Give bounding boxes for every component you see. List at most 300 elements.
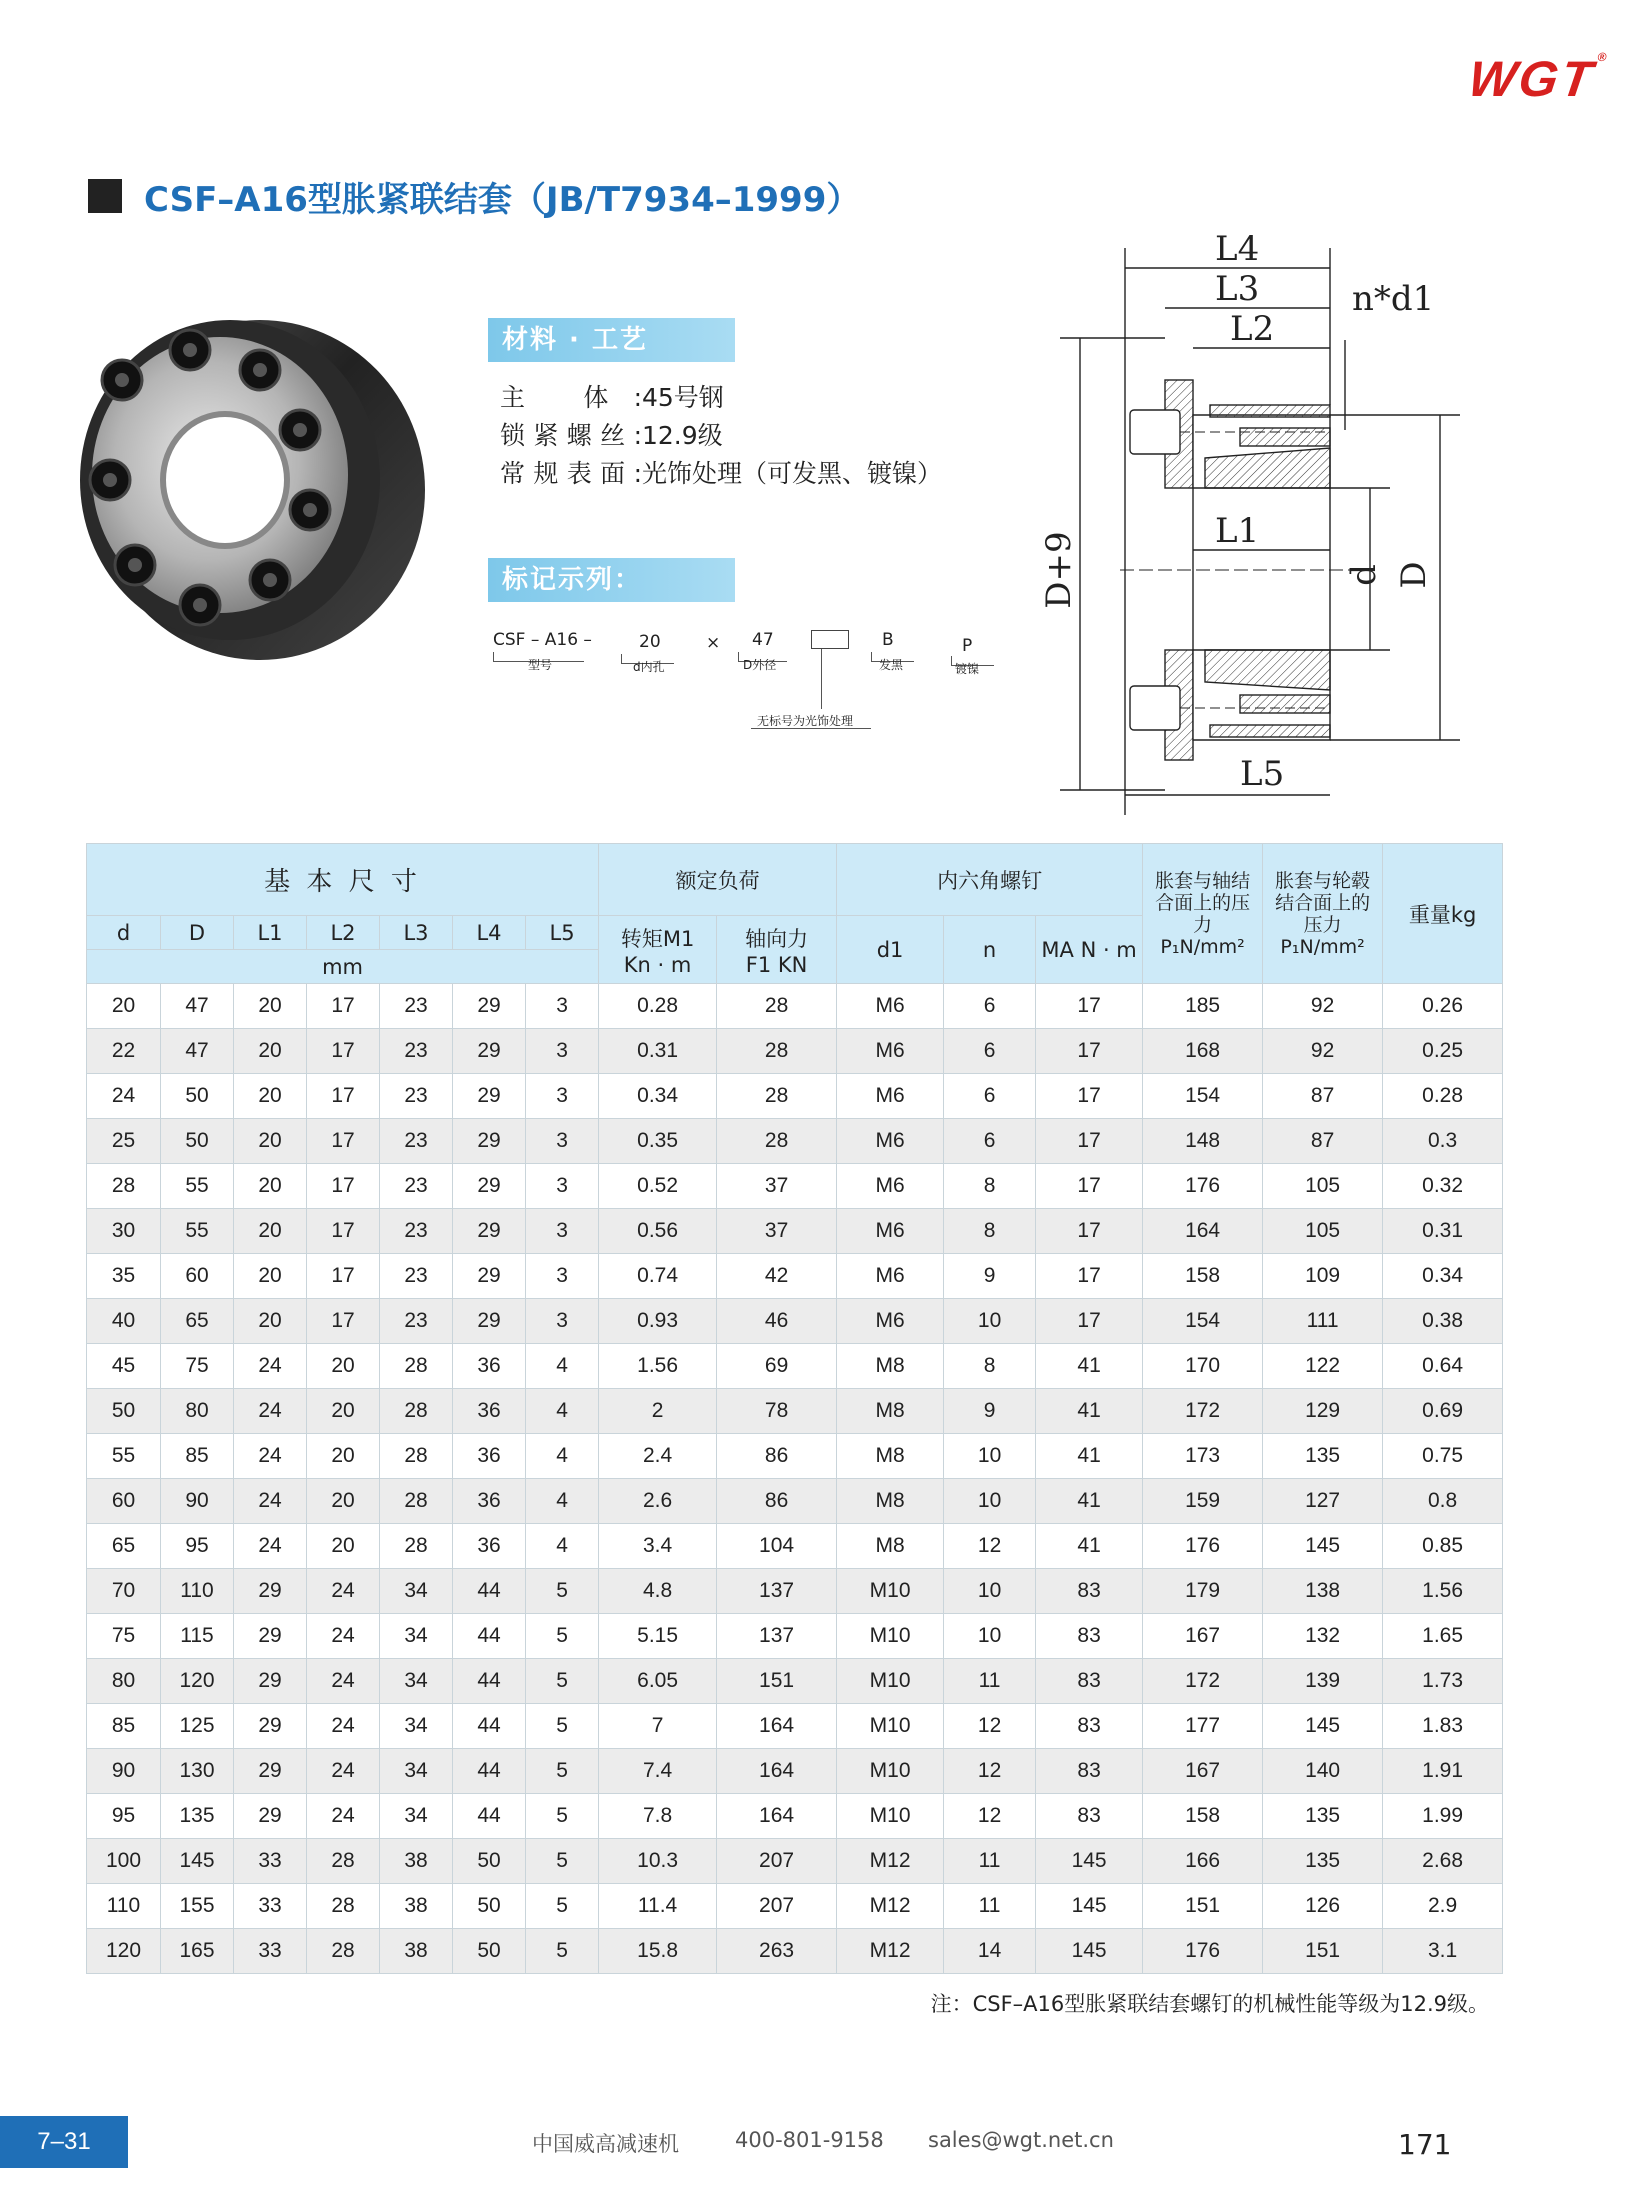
table-cell: 145 [1036,1884,1143,1929]
table-cell: 20 [87,984,161,1029]
table-row [87,1434,1503,1479]
table-cell: 28 [717,1029,837,1074]
table-cell: 11 [944,1884,1036,1929]
table-cell: M6 [837,1299,944,1344]
table-cell: 50 [161,1074,234,1119]
label-D9: D+9 [1039,531,1079,609]
table-row [87,1479,1503,1524]
table-cell: 1.73 [1383,1659,1503,1704]
table-cell: 263 [717,1929,837,1974]
table-cell: 5 [526,1839,599,1884]
table-cell: 24 [87,1074,161,1119]
table-cell: 10 [944,1569,1036,1614]
marking-blank-box [811,630,849,649]
table-cell: 154 [1143,1074,1263,1119]
table-cell: 60 [161,1254,234,1299]
table-cell: 70 [87,1569,161,1614]
table-cell: M10 [837,1614,944,1659]
table-cell: 5 [526,1614,599,1659]
table-row [87,1614,1503,1659]
table-cell: M12 [837,1929,944,1974]
table-cell: 34 [380,1659,453,1704]
table-cell: 38 [380,1839,453,1884]
table-cell: 109 [1263,1254,1383,1299]
table-cell: 3.1 [1383,1929,1503,1974]
table-cell: 55 [161,1209,234,1254]
label-L4: L4 [1215,230,1260,269]
table-cell: 115 [161,1614,234,1659]
table-cell: M6 [837,1029,944,1074]
marking-d-sub: d内孔 [633,660,665,674]
table-cell: 120 [161,1659,234,1704]
table-cell: 1.56 [599,1344,717,1389]
table-cell: M6 [837,1209,944,1254]
marking-box-note: 无标号为光饰处理 [757,714,854,728]
marking-d-value: 20 [639,632,661,652]
table-cell: 159 [1143,1479,1263,1524]
table-cell: 29 [234,1704,307,1749]
table-cell: 5 [526,1569,599,1614]
table-cell: 158 [1143,1794,1263,1839]
table-cell: 3 [526,1074,599,1119]
footer-phone: 400-801-9158 [735,2128,884,2152]
table-cell: 154 [1143,1299,1263,1344]
marking-box-leader [821,649,822,709]
marking-model: CSF – A16 – [493,630,592,650]
table-cell: 24 [234,1344,307,1389]
brand-logo: WGT® [1464,50,1608,107]
table-cell: 17 [307,1164,380,1209]
table-cell: 87 [1263,1119,1383,1164]
table-cell: 0.31 [1383,1209,1503,1254]
table-cell: 24 [307,1704,380,1749]
table-cell: 83 [1036,1794,1143,1839]
table-cell: 9 [944,1254,1036,1299]
table-row [87,1344,1503,1389]
spec-table-body [87,984,1503,1974]
table-cell: 34 [380,1794,453,1839]
table-cell: 3.4 [599,1524,717,1569]
table-cell: 137 [717,1614,837,1659]
table-cell: 34 [380,1749,453,1794]
table-cell: 23 [380,1299,453,1344]
table-cell: 2 [599,1389,717,1434]
table-cell: 24 [234,1434,307,1479]
table-cell: 41 [1036,1479,1143,1524]
marking-P-value: P [962,636,973,656]
table-cell: 22 [87,1029,161,1074]
spec-table [86,843,1503,1974]
table-cell: 135 [1263,1434,1383,1479]
table-cell: 179 [1143,1569,1263,1614]
table-cell: 24 [307,1659,380,1704]
table-cell: 35 [87,1254,161,1299]
table-cell: 20 [307,1389,380,1434]
table-cell: 44 [453,1614,526,1659]
table-cell: 86 [717,1434,837,1479]
table-cell: 24 [307,1749,380,1794]
table-cell: M10 [837,1749,944,1794]
table-cell: 2.4 [599,1434,717,1479]
table-cell: 55 [87,1434,161,1479]
table-cell: 47 [161,984,234,1029]
footer-company: 中国威高减速机 [532,2132,679,2156]
table-cell: 1.65 [1383,1614,1503,1659]
table-cell: 145 [1036,1839,1143,1884]
table-cell: 10 [944,1299,1036,1344]
table-cell: 176 [1143,1929,1263,1974]
table-cell: 12 [944,1794,1036,1839]
table-cell: 10.3 [599,1839,717,1884]
table-cell: 41 [1036,1434,1143,1479]
table-cell: 25 [87,1119,161,1164]
table-cell: 4 [526,1344,599,1389]
table-cell: 137 [717,1569,837,1614]
table-row [87,1794,1503,1839]
header-hex-screw: 内六角螺钉 [837,844,1143,916]
table-cell: 17 [1036,1029,1143,1074]
table-cell: 135 [161,1794,234,1839]
table-cell: 12 [944,1704,1036,1749]
table-cell: 1.83 [1383,1704,1503,1749]
table-cell: M8 [837,1389,944,1434]
table-cell: 33 [234,1839,307,1884]
technical-drawing [1030,230,1550,830]
table-row [87,1119,1503,1164]
table-cell: 4 [526,1479,599,1524]
table-cell: 4 [526,1524,599,1569]
table-cell: 44 [453,1749,526,1794]
table-cell: 28 [307,1929,380,1974]
table-cell: 36 [453,1389,526,1434]
table-cell: 2.9 [1383,1884,1503,1929]
table-cell: 24 [234,1524,307,1569]
label-D: D [1394,561,1434,589]
table-cell: 4.8 [599,1569,717,1614]
marking-example [493,630,1013,740]
table-cell: 8 [944,1344,1036,1389]
col-D: D [161,916,234,950]
table-cell: 3 [526,984,599,1029]
table-cell: 3 [526,1254,599,1299]
table-cell: 6.05 [599,1659,717,1704]
table-cell: M8 [837,1524,944,1569]
table-cell: 23 [380,1029,453,1074]
table-row [87,984,1503,1029]
table-cell: 177 [1143,1704,1263,1749]
table-cell: 148 [1143,1119,1263,1164]
table-cell: 40 [87,1299,161,1344]
table-cell: 6 [944,1029,1036,1074]
table-cell: 5.15 [599,1614,717,1659]
col-d: d [87,916,161,950]
table-cell: 44 [453,1569,526,1614]
table-cell: 126 [1263,1884,1383,1929]
table-cell: 0.85 [1383,1524,1503,1569]
title-square-icon [88,179,122,213]
table-cell: 1.91 [1383,1749,1503,1794]
page-number: 171 [1398,2128,1452,2161]
label-L5: L5 [1240,754,1285,794]
table-cell: 20 [234,1074,307,1119]
table-row [87,1524,1503,1569]
table-cell: M6 [837,984,944,1029]
table-cell: 17 [1036,1299,1143,1344]
table-cell: 50 [453,1929,526,1974]
table-cell: 50 [453,1839,526,1884]
table-cell: 41 [1036,1524,1143,1569]
table-cell: 135 [1263,1839,1383,1884]
table-cell: 11.4 [599,1884,717,1929]
col-d1: d1 [837,916,944,984]
table-cell: 90 [87,1749,161,1794]
table-cell: 17 [1036,1164,1143,1209]
table-cell: 168 [1143,1029,1263,1074]
table-cell: 151 [1263,1929,1383,1974]
table-cell: 6 [944,984,1036,1029]
table-cell: 10 [944,1614,1036,1659]
table-cell: 12 [944,1749,1036,1794]
table-cell: 65 [161,1299,234,1344]
table-cell: 17 [307,1074,380,1119]
table-cell: 23 [380,1164,453,1209]
table-cell: 17 [307,1209,380,1254]
table-cell: 100 [87,1839,161,1884]
table-cell: 34 [380,1614,453,1659]
table-cell: 29 [234,1569,307,1614]
table-cell: 5 [526,1794,599,1839]
table-cell: 75 [161,1344,234,1389]
table-cell: 5 [526,1929,599,1974]
table-cell: 164 [717,1794,837,1839]
product-photo [50,280,430,670]
table-cell: 80 [161,1389,234,1434]
table-cell: 5 [526,1749,599,1794]
table-cell: 23 [380,1209,453,1254]
table-cell: 0.34 [1383,1254,1503,1299]
table-cell: 87 [1263,1074,1383,1119]
table-cell: 20 [307,1434,380,1479]
label-nd1: n*d1 [1352,279,1435,319]
col-L4: L4 [453,916,526,950]
table-row [87,1164,1503,1209]
table-cell: 44 [453,1659,526,1704]
table-cell: 41 [1036,1344,1143,1389]
table-cell: M10 [837,1794,944,1839]
table-cell: 29 [234,1659,307,1704]
table-cell: 5 [526,1704,599,1749]
table-cell: 0.28 [1383,1074,1503,1119]
table-cell: 23 [380,1254,453,1299]
table-cell: 83 [1036,1659,1143,1704]
header-shaft-pressure: 胀套与轴结合面上的压力 P₁N/mm² [1143,844,1263,984]
marking-heading: 标记示列： [488,558,735,602]
table-cell: 28 [717,1119,837,1164]
col-axial-force: 轴向力 F1 KN [717,916,837,984]
table-cell: M8 [837,1344,944,1389]
table-cell: 24 [307,1569,380,1614]
table-cell: 50 [453,1884,526,1929]
table-cell: 3 [526,1119,599,1164]
table-cell: 20 [234,1209,307,1254]
table-cell: M10 [837,1659,944,1704]
table-cell: 6 [944,1074,1036,1119]
table-cell: 158 [1143,1254,1263,1299]
table-cell: 28 [307,1884,380,1929]
table-cell: 28 [380,1344,453,1389]
table-cell: 0.69 [1383,1389,1503,1434]
table-cell: 105 [1263,1209,1383,1254]
table-row [87,1074,1503,1119]
table-cell: 20 [234,1164,307,1209]
table-cell: 80 [87,1659,161,1704]
table-cell: 41 [1036,1389,1143,1434]
table-cell: 3 [526,1209,599,1254]
table-cell: 20 [234,1029,307,1074]
table-cell: 0.93 [599,1299,717,1344]
table-cell: 10 [944,1479,1036,1524]
table-cell: 24 [234,1389,307,1434]
table-cell: 0.35 [599,1119,717,1164]
table-cell: 110 [161,1569,234,1614]
table-cell: 145 [1263,1524,1383,1569]
table-cell: M12 [837,1839,944,1884]
section-number: 7–31 [0,2116,128,2168]
table-cell: 83 [1036,1704,1143,1749]
table-cell: 8 [944,1209,1036,1254]
table-cell: 69 [717,1344,837,1389]
table-cell: 4 [526,1389,599,1434]
material-row: 常规表面:光饰处理（可发黑、镀镍） [500,459,943,488]
table-cell: 20 [234,1254,307,1299]
materials-heading: 材料 · 工艺 [488,318,735,362]
table-cell: 1.56 [1383,1569,1503,1614]
table-row [87,1839,1503,1884]
table-row [87,1659,1503,1704]
table-cell: 5 [526,1884,599,1929]
table-cell: 28 [380,1524,453,1569]
header-rated-load: 额定负荷 [599,844,837,916]
table-cell: 167 [1143,1749,1263,1794]
table-cell: 60 [87,1479,161,1524]
table-cell: 7 [599,1704,717,1749]
table-cell: 36 [453,1434,526,1479]
table-cell: 28 [380,1389,453,1434]
table-cell: 20 [234,984,307,1029]
table-cell: 0.38 [1383,1299,1503,1344]
table-cell: 34 [380,1569,453,1614]
table-cell: 105 [1263,1164,1383,1209]
table-cell: 37 [717,1164,837,1209]
table-cell: 140 [1263,1749,1383,1794]
table-cell: 33 [234,1929,307,1974]
table-cell: 85 [87,1704,161,1749]
table-row [87,1299,1503,1344]
table-row [87,1254,1503,1299]
table-cell: 28 [307,1839,380,1884]
table-cell: 83 [1036,1614,1143,1659]
table-cell: 17 [307,1119,380,1164]
marking-B-sub: 发黑 [879,658,904,672]
table-cell: 34 [380,1704,453,1749]
table-cell: 75 [87,1614,161,1659]
table-cell: 29 [453,1074,526,1119]
col-L3: L3 [380,916,453,950]
table-cell: 176 [1143,1164,1263,1209]
table-cell: 83 [1036,1569,1143,1614]
table-cell: 28 [717,984,837,1029]
table-cell: 11 [944,1659,1036,1704]
table-cell: 38 [380,1884,453,1929]
table-cell: 151 [717,1659,837,1704]
table-row [87,1749,1503,1794]
table-cell: 95 [161,1524,234,1569]
footer-email: sales@wgt.net.cn [928,2128,1114,2152]
table-cell: 45 [87,1344,161,1389]
table-cell: 55 [161,1164,234,1209]
table-cell: 17 [1036,1074,1143,1119]
table-cell: 28 [380,1434,453,1479]
table-cell: 0.56 [599,1209,717,1254]
table-cell: 170 [1143,1344,1263,1389]
table-row [87,1389,1503,1434]
table-cell: 29 [234,1614,307,1659]
table-cell: 0.31 [599,1029,717,1074]
table-cell: 0.64 [1383,1344,1503,1389]
table-cell: 0.28 [599,984,717,1029]
table-cell: 17 [307,1254,380,1299]
table-cell: 20 [307,1479,380,1524]
marking-D-sub: D外径 [743,658,777,672]
table-cell: 4 [526,1434,599,1479]
marking-B-value: B [882,630,894,650]
footnote: 注：CSF–A16型胀紧联结套螺钉的机械性能等级为12.9级。 [930,1992,1489,2016]
header-basic-dimensions: 基 本 尺 寸 [87,844,599,916]
table-cell: M12 [837,1884,944,1929]
table-cell: 44 [453,1704,526,1749]
table-cell: 14 [944,1929,1036,1974]
table-cell: 47 [161,1029,234,1074]
table-cell: 2.68 [1383,1839,1503,1884]
table-cell: 0.75 [1383,1434,1503,1479]
table-cell: 23 [380,984,453,1029]
table-cell: 0.34 [599,1074,717,1119]
table-cell: 36 [453,1479,526,1524]
table-cell: 46 [717,1299,837,1344]
header-hub-pressure: 胀套与轮毂结合面上的压力 P₁N/mm² [1263,844,1383,984]
table-cell: 92 [1263,984,1383,1029]
table-cell: 176 [1143,1524,1263,1569]
table-cell: 164 [717,1749,837,1794]
material-row: 主 体:45号钢 [500,383,724,412]
table-row [87,1704,1503,1749]
table-cell: 1.99 [1383,1794,1503,1839]
col-L1: L1 [234,916,307,950]
table-cell: 50 [161,1119,234,1164]
table-cell: 28 [87,1164,161,1209]
table-cell: 29 [453,1299,526,1344]
table-cell: 37 [717,1209,837,1254]
table-cell: 7.8 [599,1794,717,1839]
table-cell: 155 [161,1884,234,1929]
table-cell: M6 [837,1164,944,1209]
table-cell: 207 [717,1884,837,1929]
table-cell: 0.32 [1383,1164,1503,1209]
table-cell: 2.6 [599,1479,717,1524]
table-cell: 36 [453,1524,526,1569]
col-L5: L5 [526,916,599,950]
table-cell: 8 [944,1164,1036,1209]
